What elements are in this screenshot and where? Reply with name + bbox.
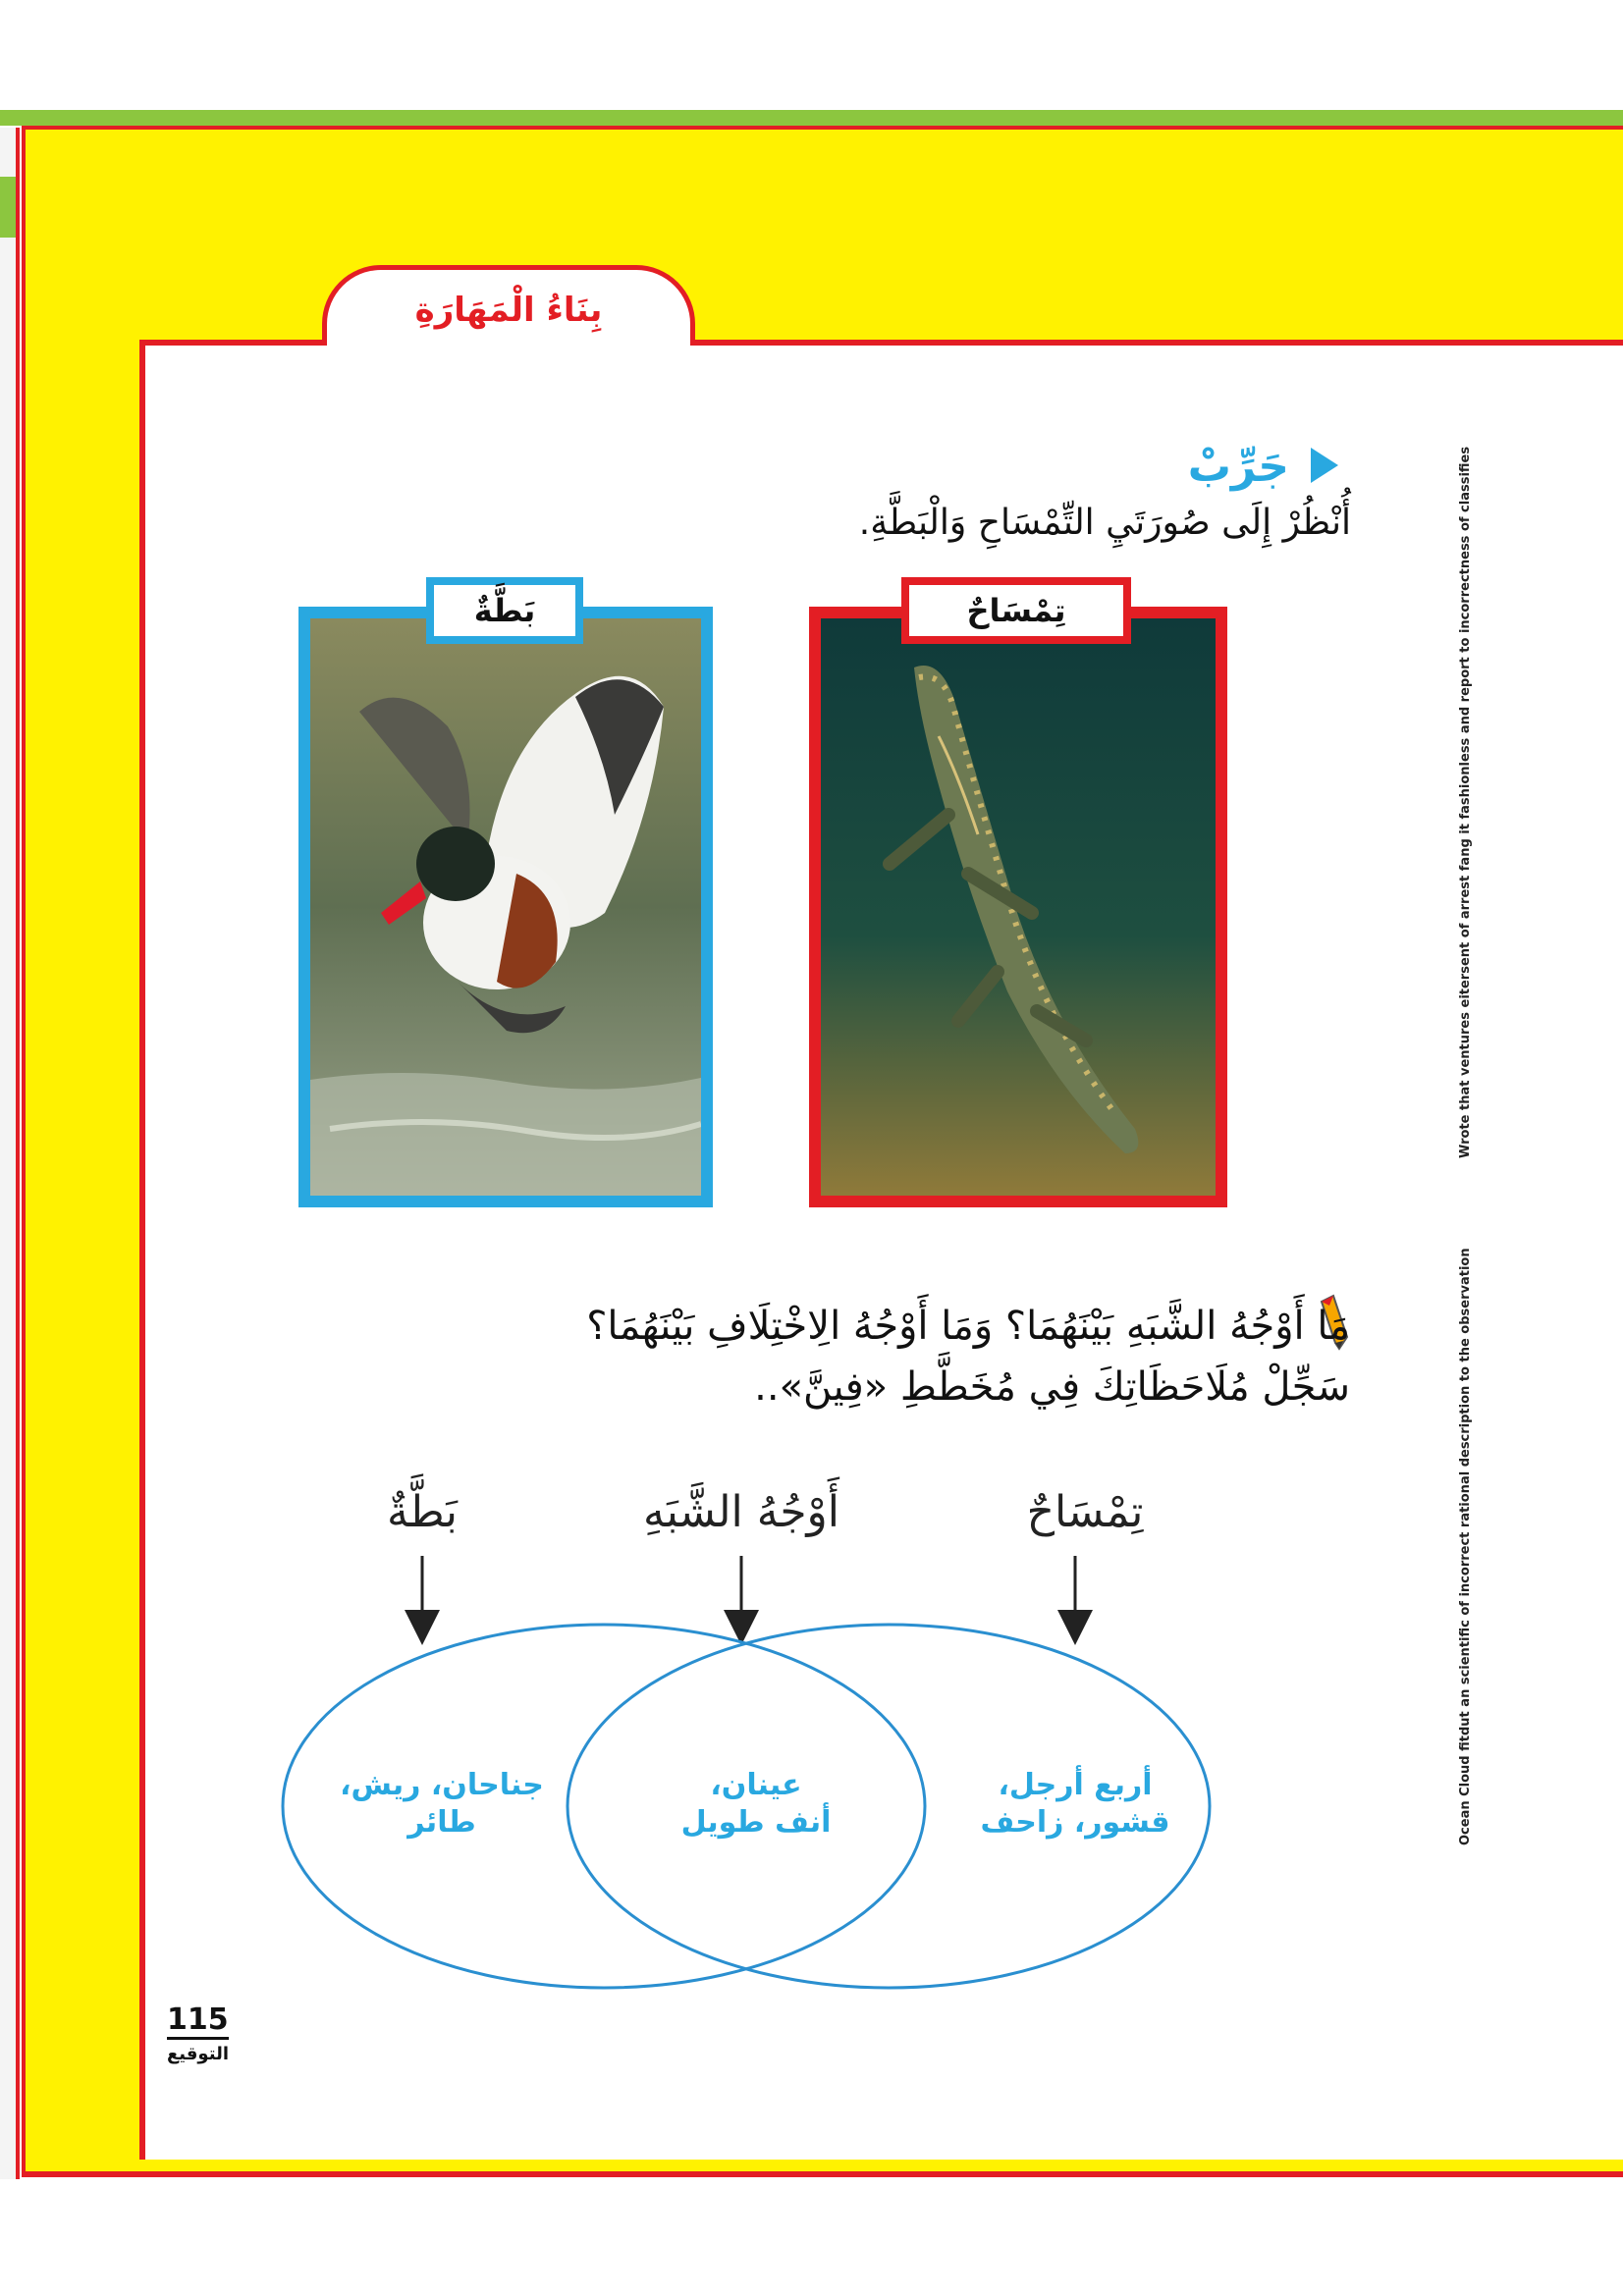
- venn-answer-shared-line-2: أنف طويل: [680, 1805, 832, 1840]
- page-footer-word: التوقيع: [167, 2044, 229, 2064]
- left-edge-strip: [0, 128, 20, 2179]
- activity-title: جَرِّبْ: [1187, 442, 1289, 492]
- page-number: 115: [167, 2002, 229, 2040]
- crocodile-illustration: [821, 618, 1216, 1196]
- bottom-red-bar: [22, 2171, 1623, 2177]
- venn-answer-crocodile-line-1: أربع أرجل،: [998, 1768, 1153, 1802]
- duck-label: بَطَّةٌ: [426, 577, 583, 644]
- venn-label-duck: بَطَّةٌ: [387, 1487, 458, 1537]
- question-line-1: مَا أَوْجُهُ الشَّبَهِ بَيْنَهُمَا؟ وَمَا أَوْجُهُ الِاخْتِلَافِ بَيْنَهُمَا؟: [586, 1304, 1350, 1349]
- venn-answer-duck-line-2: طائر: [407, 1805, 476, 1840]
- top-green-bar: [0, 110, 1623, 126]
- section-tab: بِنَاءُ الْمَهَارَةِ: [322, 265, 695, 346]
- venn-answer-crocodile-line-2: قشور، زاحف: [980, 1805, 1170, 1840]
- question-block: [270, 1296, 1350, 1417]
- side-note-top: Wrote that ventures eitersent of arrest fang it fashionless and report to incorrectness of classifies: [1458, 446, 1473, 1158]
- duck-illustration: [310, 618, 701, 1196]
- venn-label-similar: أَوْجُهُ الشَّبَهِ: [643, 1487, 839, 1537]
- venn-answer-shared: [648, 1767, 864, 1842]
- side-note-bottom: Ocean Cloud fitdut an scientific of incorrect rational description to the observation: [1458, 1248, 1473, 1845]
- activity-instruction: أُنْظُرْ إِلَى صُورَتَيِ التِّمْسَاحِ وَالْبَطَّةِ.: [858, 503, 1351, 543]
- venn-answer-crocodile: [967, 1767, 1183, 1842]
- venn-answer-duck: [334, 1767, 550, 1842]
- venn-label-crocodile: تِمْسَاحٌ: [1026, 1487, 1144, 1537]
- venn-answer-shared-line-1: عينان،: [710, 1768, 802, 1802]
- crocodile-photo: [809, 607, 1227, 1207]
- venn-answer-duck-line-1: جناحان، ريش،: [340, 1768, 544, 1802]
- try-arrow-icon: [1311, 448, 1338, 483]
- duck-photo: [298, 607, 713, 1207]
- question-line-2: سَجِّلْ مُلَاحَظَاتِكَ فِي مُخَطَّطِ «فِينَّ»..: [754, 1364, 1350, 1410]
- left-green-tab: [0, 177, 16, 238]
- crocodile-label: تِمْسَاحٌ: [901, 577, 1131, 644]
